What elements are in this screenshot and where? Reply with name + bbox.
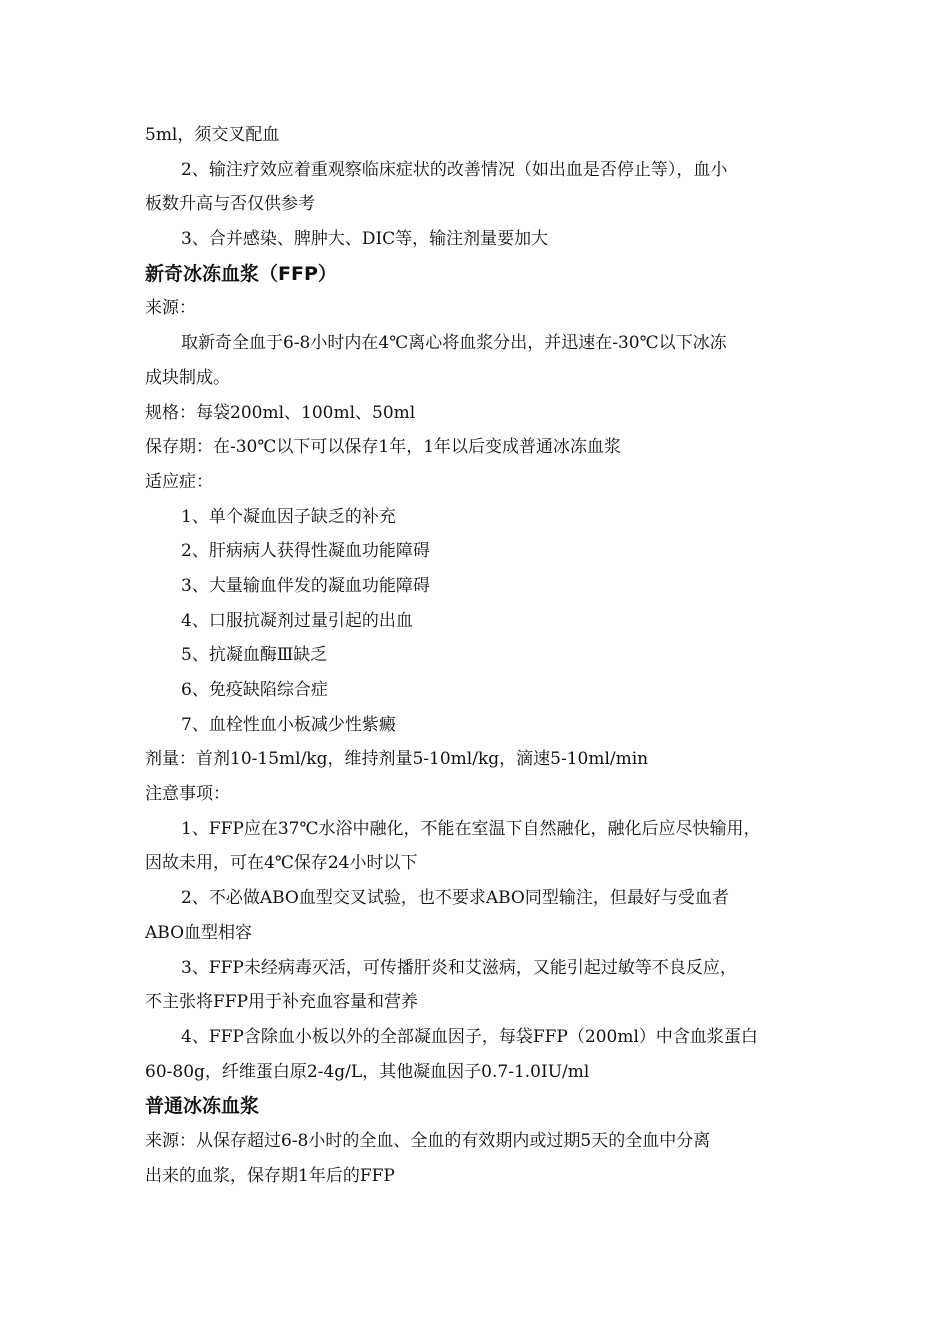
text-line: 3、合并感染、脾肿大、DIC等，输注剂量要加大 xyxy=(181,229,549,250)
list-item: 4、FFP含除血小板以外的全部凝血因子，每袋FFP（200ml）中含血浆蛋白 xyxy=(181,1026,758,1047)
list-item: 5、抗凝血酶Ⅲ缺乏 xyxy=(181,645,328,666)
text-line: 剂量：首剂10-15ml/kg，维持剂量5-10ml/kg，滴速5-10ml/min xyxy=(145,749,649,770)
text-line: ABO血型相容 xyxy=(145,922,253,943)
section-heading-ffp: 新奇冰冻血浆（FFP） xyxy=(145,262,337,285)
list-item: 1、FFP应在37℃水浴中融化，不能在室温下自然融化，融化后应尽快输用， xyxy=(181,818,761,839)
list-item: 2、肝病病人获得性凝血功能障碍 xyxy=(181,541,430,562)
text-line: 取新奇全血于6-8小时内在4℃离心将血浆分出，并迅速在-30℃以下冰冻 xyxy=(181,333,727,354)
list-item: 3、大量输血伴发的凝血功能障碍 xyxy=(181,575,430,596)
text-line: 保存期：在-30℃以下可以保存1年，1年以后变成普通冰冻血浆 xyxy=(145,437,622,458)
text-line: 来源：从保存超过6-8小时的全血、全血的有效期内或过期5天的全血中分离 xyxy=(145,1130,711,1151)
text-line: 板数升高与否仅供参考 xyxy=(145,194,315,215)
text-line: 规格：每袋200ml、100ml、50ml xyxy=(145,402,416,423)
text-line: 因故未用，可在4℃保存24小时以下 xyxy=(145,853,418,874)
list-item: 2、不必做ABO血型交叉试验，也不要求ABO同型输注，但最好与受血者 xyxy=(181,888,729,909)
list-item: 3、FFP未经病毒灭活，可传播肝炎和艾滋病，又能引起过敏等不良反应， xyxy=(181,957,737,978)
section-heading-plasma: 普通冰冻血浆 xyxy=(145,1095,260,1118)
text-line: 适应症： xyxy=(145,471,213,492)
text-line: 来源： xyxy=(145,298,196,319)
text-line: 2、输注疗效应着重观察临床症状的改善情况（如出血是否停止等），血小 xyxy=(181,159,728,180)
text-line: 成块制成。 xyxy=(145,367,230,388)
text-line: 注意事项： xyxy=(145,784,230,805)
document-page xyxy=(145,118,825,1193)
list-item: 6、免疫缺陷综合症 xyxy=(181,680,328,700)
list-item: 7、血栓性血小板减少性紫癜 xyxy=(181,714,396,735)
text-line: 出来的血浆，保存期1年后的FFP xyxy=(145,1165,395,1186)
text-line: 不主张将FFP用于补充血容量和营养 xyxy=(145,992,419,1013)
list-item: 1、单个凝血因子缺乏的补充 xyxy=(181,506,396,527)
text-line: 5ml，须交叉配血 xyxy=(145,125,280,145)
text-line: 60-80g，纤维蛋白原2-4g/L，其他凝血因子0.7-1.0IU/ml xyxy=(145,1061,590,1082)
list-item: 4、口服抗凝剂过量引起的出血 xyxy=(181,610,413,631)
